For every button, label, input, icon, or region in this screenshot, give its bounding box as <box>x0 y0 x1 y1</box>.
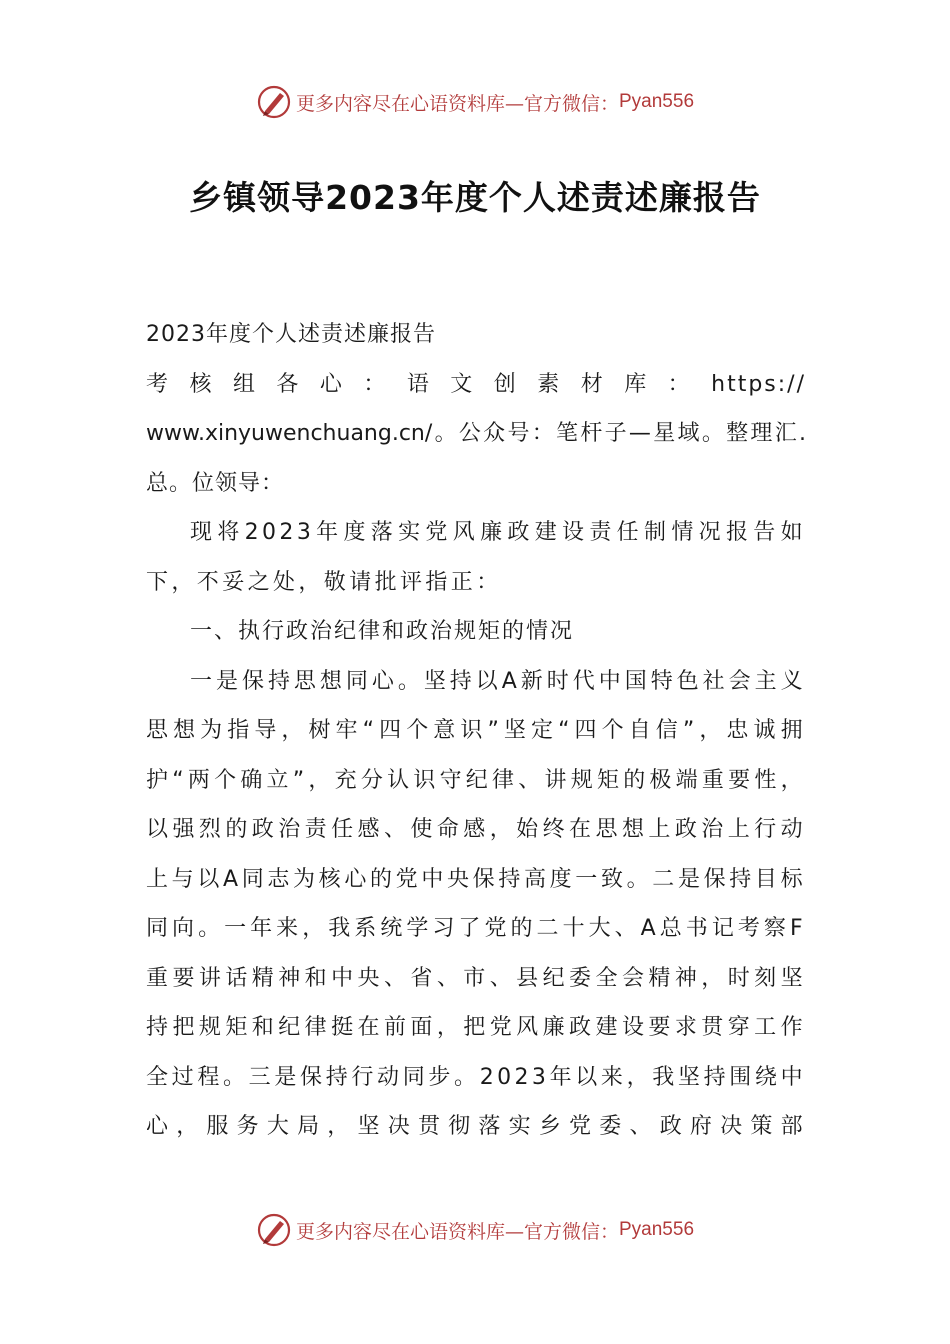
banner-text: 更多内容尽在心语资料库—官方微信： <box>295 92 619 115</box>
header-banner <box>0 82 950 122</box>
footer-banner <box>0 1210 950 1250</box>
banner-wechat-id: Pyan556 <box>619 91 695 112</box>
section-1-paragraph: 一是保持思想同心。坚持以A新时代中国特色社会主义思想为指导，树牢“四个意识”坚定“四个自信”，忠诚拥护“两个确立”，充分认识守纪律、讲规矩的极端重要性，以强烈的政治责任感、使命感，始终在思想上政治上行动上与以A同志为核心的党中央保持高度一致。二是保持目标同向。一年来，我系统学习了党的二十大、A总书记考察F重要讲话精神和中央、省、市、县纪委全会精神，时刻坚持把规矩和纪律挺在前面，把党风廉政建设要求贯穿工作全过程。三是保持行动同步。2023年以来，我坚持围绕中心，服务大局，坚决贯彻落实乡党委、政府决策部 <box>146 668 806 1139</box>
intro-paragraph: 现将2023年度落实党风廉政建设责任制情况报告如下，不妥之处，敬请批评指正： <box>146 520 806 595</box>
document-title: 乡镇领导2023年度个人述责述廉报告 <box>189 178 761 217</box>
notice-line-1: 考核组各心：语文创素材库：https:// <box>146 371 806 397</box>
document-subtitle: 2023年度个人述责述廉报告 <box>146 322 436 347</box>
pen-circle-logo-icon <box>256 1212 292 1248</box>
notice-line-3: 总。位领导： <box>146 470 285 496</box>
document-body <box>146 310 806 1152</box>
banner-wechat-id: Pyan556 <box>619 1219 695 1240</box>
notice-line-2: www.xinyuwenchuang.cn/。公众号：笔杆子—星域。整理汇. <box>146 421 806 446</box>
pen-circle-logo-icon <box>256 84 292 120</box>
section-heading-1: 一、执行政治纪律和政治规矩的情况 <box>190 619 575 644</box>
banner-text: 更多内容尽在心语资料库—官方微信： <box>295 1220 619 1243</box>
